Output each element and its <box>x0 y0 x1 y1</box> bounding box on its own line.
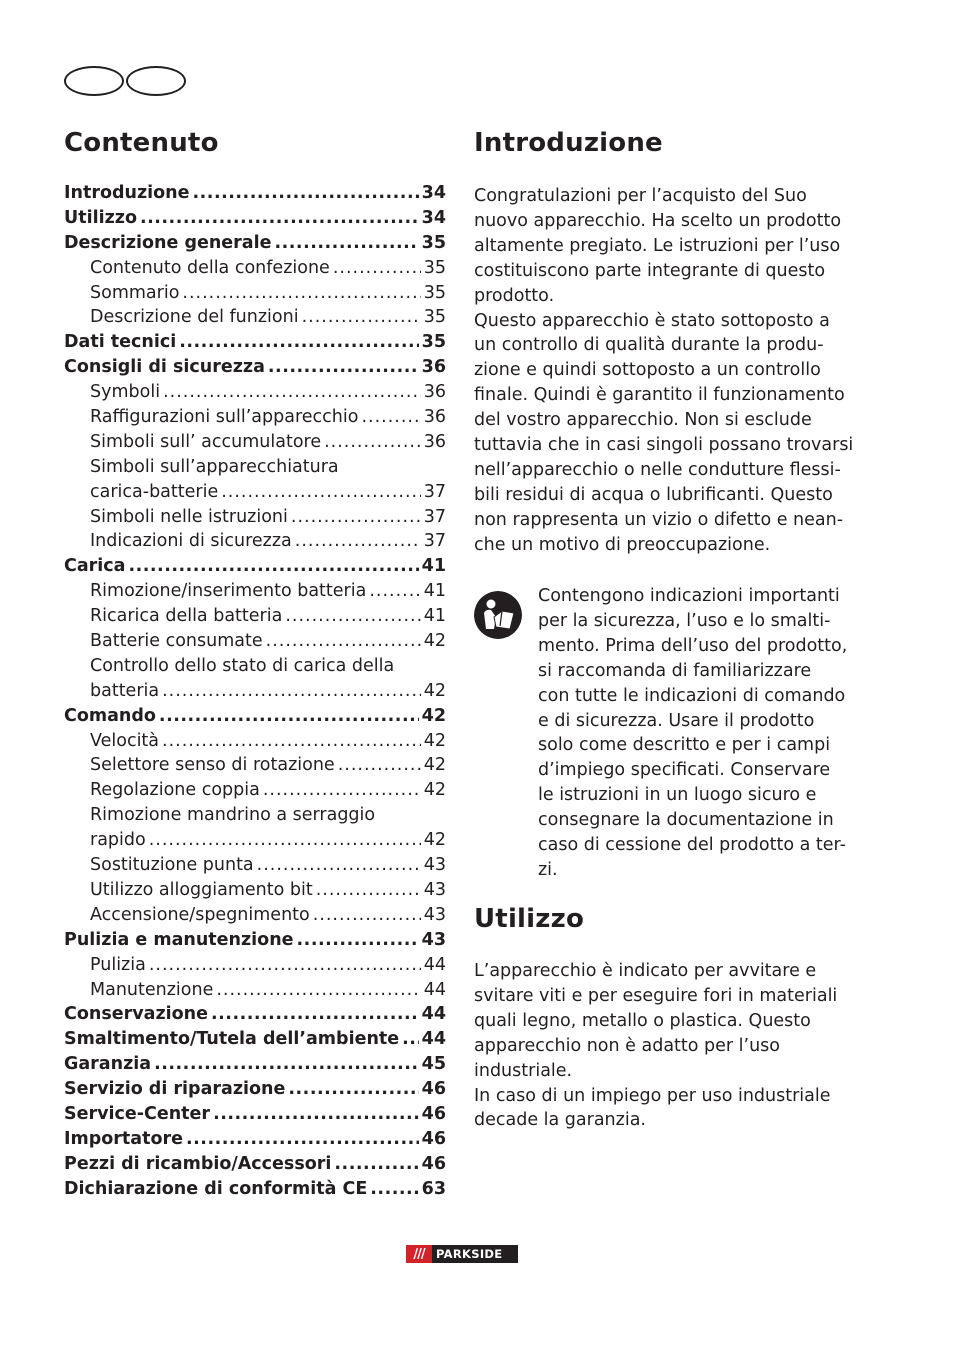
text-line: Contengono indicazioni importanti <box>538 586 840 606</box>
text-line: solo come descritto e per i campi <box>538 735 831 756</box>
toc-entry-page: 46 <box>421 1079 446 1100</box>
toc-entry-label: Rimozione mandrino a serraggio <box>90 805 376 826</box>
text-line: del vostro apparecchio. Non si esclude <box>474 410 812 431</box>
usage-paragraph <box>474 959 864 1133</box>
toc-entry <box>64 1054 446 1079</box>
table-of-contents <box>64 183 446 1204</box>
toc-entry-page: 43 <box>423 855 446 876</box>
text-line: le istruzioni in un luogo sicuro e <box>538 785 817 806</box>
toc-entry <box>64 706 446 731</box>
toc-entry <box>64 457 446 482</box>
text-line: non rappresenta un vizio o difetto e nean- <box>474 509 844 530</box>
toc-entry-page: 41 <box>423 606 446 627</box>
toc-leader-dots <box>213 1104 419 1124</box>
toc-entry-label: Importatore <box>64 1128 183 1149</box>
toc-entry <box>64 233 446 258</box>
text-line: per la sicurezza, l’uso e lo smalti- <box>538 610 831 631</box>
brand-name: PARKSIDE <box>436 1247 503 1261</box>
text-line: In caso di un impiego per uso industriale <box>474 1085 831 1106</box>
toc-entry-page: 35 <box>423 307 446 328</box>
read-manual-icon <box>474 591 522 639</box>
brand-stripes: /// <box>406 1245 432 1263</box>
toc-entry-label: Smaltimento/Tutela dell’ambiente <box>64 1029 400 1050</box>
toc-entry-label: Manutenzione <box>90 979 214 1000</box>
toc-entry-label: Dati tecnici <box>64 332 177 353</box>
toc-leader-dots <box>193 183 419 203</box>
toc-entry-page: 35 <box>423 257 446 278</box>
toc-entry-label: Contenuto della confezione <box>90 257 330 278</box>
text-line: d’impiego specificati. Conservare <box>538 760 831 781</box>
toc-entry <box>64 1104 446 1129</box>
text-line: con tutte le indicazioni di comando <box>538 685 846 706</box>
toc-entry-page: 44 <box>421 1029 446 1050</box>
toc-entry-label: Symboli <box>90 382 161 403</box>
toc-entry-label: Accensione/spegnimento <box>90 904 310 925</box>
toc-entry-label: Garanzia <box>64 1054 152 1075</box>
toc-entry <box>64 581 446 606</box>
toc-entry <box>64 208 446 233</box>
toc-entry <box>64 830 446 855</box>
toc-leader-dots <box>316 880 421 900</box>
toc-leader-dots <box>333 258 421 278</box>
toc-leader-dots <box>162 731 421 751</box>
toc-entry <box>64 930 446 955</box>
toc-entry-label: Simboli sull’ accumulatore <box>90 431 322 452</box>
toc-entry-page: 42 <box>423 830 446 851</box>
toc-entry-label: Controllo dello stato di carica della <box>90 655 395 676</box>
toc-entry-label: Descrizione generale <box>64 232 272 253</box>
toc-entry <box>64 855 446 880</box>
toc-title: Contenuto <box>64 128 219 158</box>
toc-leader-dots <box>163 382 421 402</box>
toc-entry-label: Comando <box>64 705 156 726</box>
text-line: caso di cessione del prodotto a ter- <box>538 835 846 856</box>
toc-entry-label: Servizio di riparazione <box>64 1079 286 1100</box>
toc-entry <box>64 1129 446 1154</box>
text-line: si raccomanda di familiarizzare <box>538 660 812 681</box>
toc-entry <box>64 556 446 581</box>
toc-entry-page: 37 <box>423 481 446 502</box>
toc-entry <box>64 805 446 830</box>
toc-entry-label: Utilizzo <box>64 207 137 228</box>
toc-leader-dots <box>128 556 418 576</box>
toc-entry <box>64 1154 446 1179</box>
toc-leader-dots <box>149 830 421 850</box>
toc-entry-label: batteria <box>90 680 160 701</box>
language-badges <box>64 66 188 98</box>
toc-entry-label: Simboli nelle istruzioni <box>90 506 288 527</box>
text-line: quali legno, metallo o plastica. Questo <box>474 1010 811 1031</box>
toc-leader-dots <box>149 955 421 975</box>
toc-entry <box>64 1179 446 1204</box>
toc-entry-page: 43 <box>423 904 446 925</box>
language-badge <box>64 66 124 96</box>
toc-entry-label: Pulizia e manutenzione <box>64 929 294 950</box>
text-line: nell’apparecchio o nelle condutture flessi- <box>474 459 841 480</box>
toc-leader-dots <box>257 855 421 875</box>
usage-title: Utilizzo <box>474 904 585 934</box>
toc-entry-page: 34 <box>421 183 446 203</box>
toc-entry <box>64 531 446 556</box>
toc-leader-dots <box>334 1154 418 1174</box>
toc-entry-label: Consigli di sicurezza <box>64 357 265 378</box>
toc-entry <box>64 1079 446 1104</box>
toc-entry-label: rapido <box>90 830 146 851</box>
intro-paragraph <box>474 184 864 558</box>
toc-entry-label: Selettore senso di rotazione <box>90 755 335 776</box>
toc-entry-page: 37 <box>423 506 446 527</box>
toc-entry-page: 46 <box>421 1103 446 1124</box>
toc-entry-page: 63 <box>421 1178 446 1199</box>
toc-entry <box>64 432 446 457</box>
toc-entry-page: 36 <box>423 407 446 428</box>
toc-leader-dots <box>154 1054 419 1074</box>
toc-leader-dots <box>297 930 419 950</box>
text-line: decade la garanzia. <box>474 1110 646 1131</box>
parkside-logo <box>406 1245 518 1263</box>
toc-entry-page: 41 <box>423 581 446 602</box>
toc-entry-page: 42 <box>421 705 446 726</box>
toc-entry-label: Velocità <box>90 730 160 751</box>
toc-leader-dots <box>182 283 420 303</box>
toc-entry <box>64 407 446 432</box>
toc-entry <box>64 681 446 706</box>
toc-entry-page: 36 <box>423 431 446 452</box>
toc-entry <box>64 307 446 332</box>
text-line: mento. Prima dell’uso del prodotto, <box>538 635 848 656</box>
toc-entry-label: Conservazione <box>64 1004 208 1025</box>
text-line: finale. Quindi è garantito il funzionamento <box>474 385 845 406</box>
toc-leader-dots <box>211 1004 419 1024</box>
toc-entry <box>64 755 446 780</box>
toc-leader-dots <box>295 531 421 551</box>
language-badge <box>126 66 186 96</box>
toc-entry-page: 44 <box>423 954 446 975</box>
toc-leader-dots <box>288 1079 418 1099</box>
toc-entry-label: Ricarica della batteria <box>90 606 283 627</box>
toc-leader-dots <box>268 357 419 377</box>
toc-leader-dots <box>361 407 420 427</box>
toc-leader-dots <box>324 432 421 452</box>
toc-entry <box>64 382 446 407</box>
toc-leader-dots <box>216 980 420 1000</box>
toc-entry <box>64 507 446 532</box>
toc-entry <box>64 606 446 631</box>
toc-entry-page: 46 <box>421 1153 446 1174</box>
toc-leader-dots <box>162 681 421 701</box>
text-line: tuttavia che in casi singoli possano trovarsi <box>474 435 854 456</box>
toc-entry-page: 43 <box>421 929 446 950</box>
text-line: che un motivo di preoccupazione. <box>474 534 771 555</box>
text-line: Questo apparecchio è stato sottoposto a <box>474 310 830 331</box>
toc-entry-label: Utilizzo alloggiamento bit <box>90 879 313 900</box>
text-line: svitare viti e per eseguire fori in materiali <box>474 985 838 1006</box>
toc-entry <box>64 731 446 756</box>
toc-entry-page: 35 <box>421 332 446 353</box>
toc-entry-page: 36 <box>421 357 446 378</box>
toc-leader-dots <box>313 905 421 925</box>
toc-entry <box>64 357 446 382</box>
text-line: Congratulazioni per l’acquisto del Suo <box>474 186 807 206</box>
toc-entry <box>64 482 446 507</box>
toc-entry-label: Service-Center <box>64 1103 211 1124</box>
toc-leader-dots <box>179 332 418 352</box>
toc-leader-dots <box>274 233 418 253</box>
toc-entry <box>64 1029 446 1054</box>
toc-leader-dots <box>266 631 421 651</box>
toc-entry-page: 34 <box>421 207 446 228</box>
toc-leader-dots <box>369 581 420 601</box>
text-line: e di sicurezza. Usare il prodotto <box>538 710 815 731</box>
toc-entry <box>64 880 446 905</box>
toc-entry-label: Sommario <box>90 282 180 303</box>
toc-entry <box>64 905 446 930</box>
intro-title: Introduzione <box>474 128 663 158</box>
toc-leader-dots <box>338 755 421 775</box>
toc-entry <box>64 283 446 308</box>
text-line: bili residui di acqua o lubrificanti. Questo <box>474 484 833 505</box>
toc-leader-dots <box>221 482 421 502</box>
safety-note <box>538 584 868 883</box>
toc-leader-dots <box>159 706 419 726</box>
toc-entry <box>64 183 446 208</box>
text-line: costituiscono parte integrante di questo <box>474 260 826 281</box>
text-line: altamente pregiato. Le istruzioni per l’uso <box>474 235 841 256</box>
text-line: nuovo apparecchio. Ha scelto un prodotto <box>474 210 842 231</box>
toc-entry-label: Regolazione coppia <box>90 780 260 801</box>
toc-leader-dots <box>291 507 421 527</box>
toc-entry-page: 42 <box>423 730 446 751</box>
toc-entry-label: Pezzi di ricambio/Accessori <box>64 1153 332 1174</box>
toc-entry-label: Indicazioni di sicurezza <box>90 531 292 552</box>
toc-entry-page: 41 <box>421 556 446 577</box>
toc-entry-label: Carica <box>64 556 126 577</box>
toc-leader-dots <box>186 1129 419 1149</box>
text-line: prodotto. <box>474 285 555 306</box>
toc-entry-label: Pulizia <box>90 954 146 975</box>
toc-entry-page: 36 <box>423 382 446 403</box>
toc-entry-label: Sostituzione punta <box>90 855 254 876</box>
toc-entry <box>64 656 446 681</box>
toc-entry-page: 44 <box>421 1004 446 1025</box>
toc-entry-page: 42 <box>423 755 446 776</box>
text-line: L’apparecchio è indicato per avvitare e <box>474 961 817 981</box>
text-line: consegnare la documentazione in <box>538 810 834 831</box>
toc-entry <box>64 258 446 283</box>
toc-entry-page: 35 <box>421 232 446 253</box>
toc-entry-label: Simboli sull’apparecchiatura <box>90 456 339 477</box>
toc-leader-dots <box>302 307 421 327</box>
text-line: zi. <box>538 859 558 880</box>
toc-entry-page: 42 <box>423 631 446 652</box>
toc-entry-page: 45 <box>421 1054 446 1075</box>
toc-entry-label: Dichiarazione di conformità CE <box>64 1178 368 1199</box>
toc-entry <box>64 631 446 656</box>
toc-entry <box>64 1004 446 1029</box>
toc-entry-label: carica-batterie <box>90 481 219 502</box>
toc-entry <box>64 955 446 980</box>
toc-leader-dots <box>140 208 419 228</box>
toc-entry-label: Introduzione <box>64 183 190 203</box>
toc-leader-dots <box>263 780 421 800</box>
toc-entry <box>64 980 446 1005</box>
toc-entry <box>64 780 446 805</box>
toc-entry-label: Rimozione/inserimento batteria <box>90 581 367 602</box>
toc-leader-dots <box>402 1029 419 1049</box>
toc-leader-dots <box>370 1179 418 1199</box>
toc-entry-label: Descrizione del funzioni <box>90 307 299 328</box>
toc-entry-page: 35 <box>423 282 446 303</box>
toc-entry-page: 37 <box>423 531 446 552</box>
toc-leader-dots <box>285 606 420 626</box>
toc-entry-page: 46 <box>421 1128 446 1149</box>
toc-entry-label: Batterie consumate <box>90 631 263 652</box>
toc-entry-label: Raffigurazioni sull’apparecchio <box>90 407 359 428</box>
text-line: industriale. <box>474 1060 573 1081</box>
toc-entry-page: 44 <box>423 979 446 1000</box>
toc-entry-page: 42 <box>423 780 446 801</box>
text-line: un controllo di qualità durante la produ- <box>474 335 824 356</box>
text-line: zione e quindi sottoposto a un controllo <box>474 360 821 381</box>
toc-entry-page: 43 <box>423 879 446 900</box>
text-line: apparecchio non è adatto per l’uso <box>474 1035 781 1056</box>
toc-entry <box>64 332 446 357</box>
toc-entry-page: 42 <box>423 680 446 701</box>
